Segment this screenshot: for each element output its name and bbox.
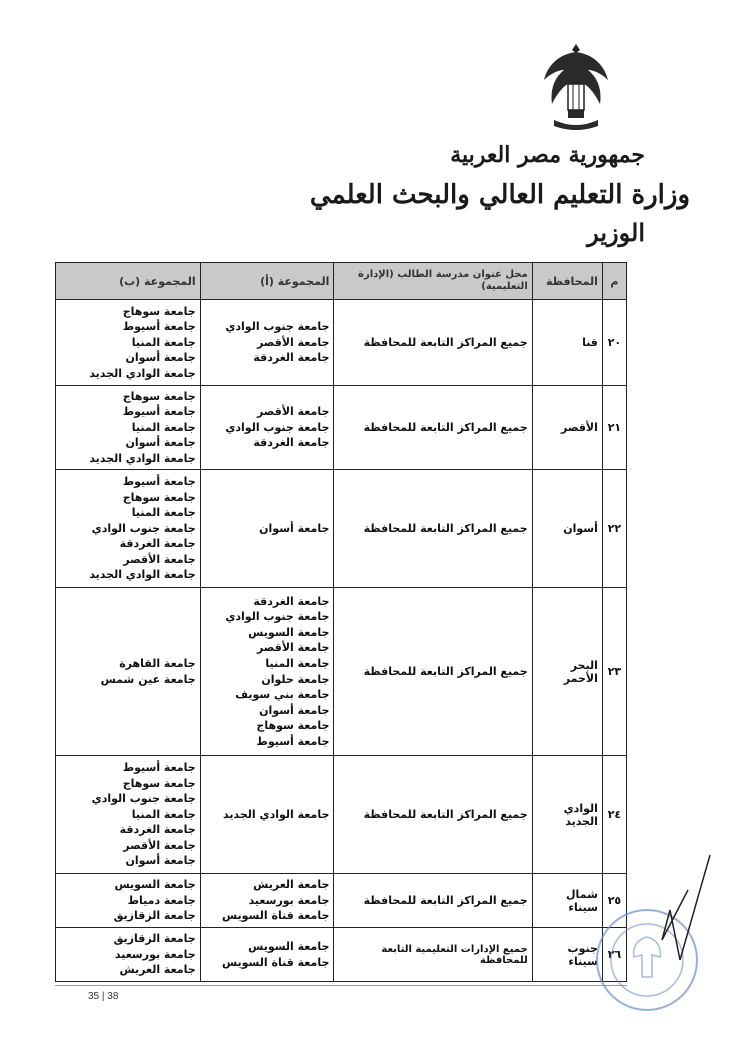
university-item: جامعة القاهرة xyxy=(119,656,196,670)
table-row xyxy=(56,386,627,470)
university-item: جامعة الوادي الجديد xyxy=(89,451,196,465)
table-row xyxy=(56,874,627,928)
col-header-group2: المجموعة (ب) xyxy=(56,263,201,300)
university-item: جامعة قناة السويس xyxy=(221,909,330,923)
university-item: جامعة الأقصر xyxy=(123,552,196,566)
university-item: جامعة عين شمس xyxy=(100,672,196,686)
row-number: ٢٠ xyxy=(602,300,626,386)
letterhead xyxy=(0,0,750,255)
university-item: جامعة الأقصر xyxy=(256,641,330,655)
university-item: جامعة جنوب الوادي xyxy=(225,320,330,334)
governorate-cell: قنا xyxy=(532,300,602,386)
row-number: ٢٣ xyxy=(602,588,626,756)
university-item: جامعة الأقصر xyxy=(123,838,196,852)
location-cell: جميع الإدارات التعليمية التابعة للمحافظة xyxy=(334,928,532,982)
col-header-group1: المجموعة (أ) xyxy=(200,263,334,300)
group1-cell xyxy=(200,470,334,588)
university-item: جامعة العريش xyxy=(119,963,196,977)
location-cell: جميع المراكز التابعة للمحافظة xyxy=(334,756,532,874)
group1-cell xyxy=(200,928,334,982)
governorate-cell: الوادي الجديد xyxy=(532,756,602,874)
university-item: جامعة قناة السويس xyxy=(221,955,330,969)
table-row xyxy=(56,300,627,386)
universities-distribution-table xyxy=(55,262,627,982)
university-item: جامعة دمياط xyxy=(127,893,196,907)
university-item: جامعة أسوان xyxy=(125,351,196,365)
university-item: جامعة سوهاج xyxy=(122,389,196,403)
university-item: جامعة المنيا xyxy=(131,807,196,821)
university-item: جامعة جنوب الوادي xyxy=(91,792,196,806)
university-item: جامعة الوادي الجديد xyxy=(89,568,196,582)
governorate-cell: جنوب سيناء xyxy=(532,928,602,982)
minister-title: الوزير xyxy=(587,218,645,247)
group1-cell xyxy=(200,756,334,874)
governorate-cell: شمال سيناء xyxy=(532,874,602,928)
university-item: جامعة الغردقة xyxy=(119,823,196,837)
location-cell: جميع المراكز التابعة للمحافظة xyxy=(334,300,532,386)
university-item: جامعة بورسعيد xyxy=(248,893,330,907)
university-item: جامعة العريش xyxy=(253,878,330,892)
university-item: جامعة المنيا xyxy=(265,656,330,670)
university-item: جامعة أسوان xyxy=(125,436,196,450)
group1-cell xyxy=(200,588,334,756)
group2-cell xyxy=(56,300,201,386)
ministry-name: وزارة التعليم العالي والبحث العلمي xyxy=(309,180,690,210)
university-item: جامعة الزقازيق xyxy=(113,932,196,946)
eagle-emblem-icon xyxy=(540,40,612,132)
table-header-row xyxy=(56,263,627,300)
university-item: جامعة الأقصر xyxy=(256,405,330,419)
country-name: جمهورية مصر العربية xyxy=(450,142,645,168)
university-item: جامعة سوهاج xyxy=(122,490,196,504)
page-number: 35 | 38 xyxy=(88,991,119,1002)
university-item: جامعة الغردقة xyxy=(119,537,196,551)
table-row xyxy=(56,470,627,588)
group1-cell xyxy=(200,386,334,470)
university-item: جامعة أسيوط xyxy=(122,474,196,488)
university-item: جامعة الزقازيق xyxy=(113,909,196,923)
university-item: جامعة حلوان xyxy=(261,672,330,686)
university-item: جامعة الغردقة xyxy=(253,351,330,365)
group2-cell xyxy=(56,756,201,874)
governorate-cell: أسوان xyxy=(532,470,602,588)
group2-cell xyxy=(56,386,201,470)
location-cell: جميع المراكز التابعة للمحافظة xyxy=(334,386,532,470)
university-item: جامعة أسيوط xyxy=(122,405,196,419)
row-number: ٢٢ xyxy=(602,470,626,588)
university-item: جامعة بورسعيد xyxy=(114,947,196,961)
group2-cell xyxy=(56,588,201,756)
university-item: جامعة الوادي الجديد xyxy=(89,366,196,380)
university-item: جامعة جنوب الوادي xyxy=(225,420,330,434)
col-header-no: م xyxy=(602,263,626,300)
group2-cell xyxy=(56,874,201,928)
university-item: جامعة المنيا xyxy=(131,506,196,520)
university-item: جامعة الغردقة xyxy=(253,594,330,608)
group1-cell xyxy=(200,874,334,928)
row-number: ٢٥ xyxy=(602,874,626,928)
university-item: جامعة أسيوط xyxy=(256,734,330,748)
location-cell: جميع المراكز التابعة للمحافظة xyxy=(334,470,532,588)
row-number: ٢٦ xyxy=(602,928,626,982)
university-item: جامعة السويس xyxy=(114,878,196,892)
table-row xyxy=(56,588,627,756)
governorate-cell: البحر الأحمر xyxy=(532,588,602,756)
signature-icon xyxy=(640,850,720,970)
university-item: جامعة المنيا xyxy=(131,335,196,349)
university-item: جامعة جنوب الوادي xyxy=(225,610,330,624)
footer-divider xyxy=(55,985,627,986)
table-row xyxy=(56,928,627,982)
group2-cell xyxy=(56,928,201,982)
col-header-governorate: المحافظة xyxy=(532,263,602,300)
university-item: جامعة المنيا xyxy=(131,420,196,434)
group2-cell xyxy=(56,470,201,588)
governorate-cell: الأقصر xyxy=(532,386,602,470)
location-cell: جميع المراكز التابعة للمحافظة xyxy=(334,588,532,756)
university-item: جامعة الغردقة xyxy=(253,436,330,450)
university-item: جامعة أسوان xyxy=(125,854,196,868)
col-header-location: محل عنوان مدرسة الطالب (الإدارة التعليمية) xyxy=(334,263,532,300)
university-item: جامعة الوادي الجديد xyxy=(223,807,330,821)
table-row xyxy=(56,756,627,874)
university-item: جامعة أسيوط xyxy=(122,760,196,774)
row-number: ٢١ xyxy=(602,386,626,470)
university-item: جامعة بني سويف xyxy=(235,688,330,702)
group1-cell xyxy=(200,300,334,386)
university-item: جامعة أسوان xyxy=(259,521,330,535)
university-item: جامعة الأقصر xyxy=(256,335,330,349)
university-item: جامعة سوهاج xyxy=(122,776,196,790)
university-item: جامعة سوهاج xyxy=(122,304,196,318)
row-number: ٢٤ xyxy=(602,756,626,874)
university-item: جامعة السويس xyxy=(248,625,330,639)
university-item: جامعة السويس xyxy=(248,939,330,953)
university-item: جامعة جنوب الوادي xyxy=(91,521,196,535)
university-item: جامعة سوهاج xyxy=(256,719,330,733)
location-cell: جميع المراكز التابعة للمحافظة xyxy=(334,874,532,928)
university-item: جامعة أسوان xyxy=(259,703,330,717)
university-item: جامعة أسيوط xyxy=(122,320,196,334)
